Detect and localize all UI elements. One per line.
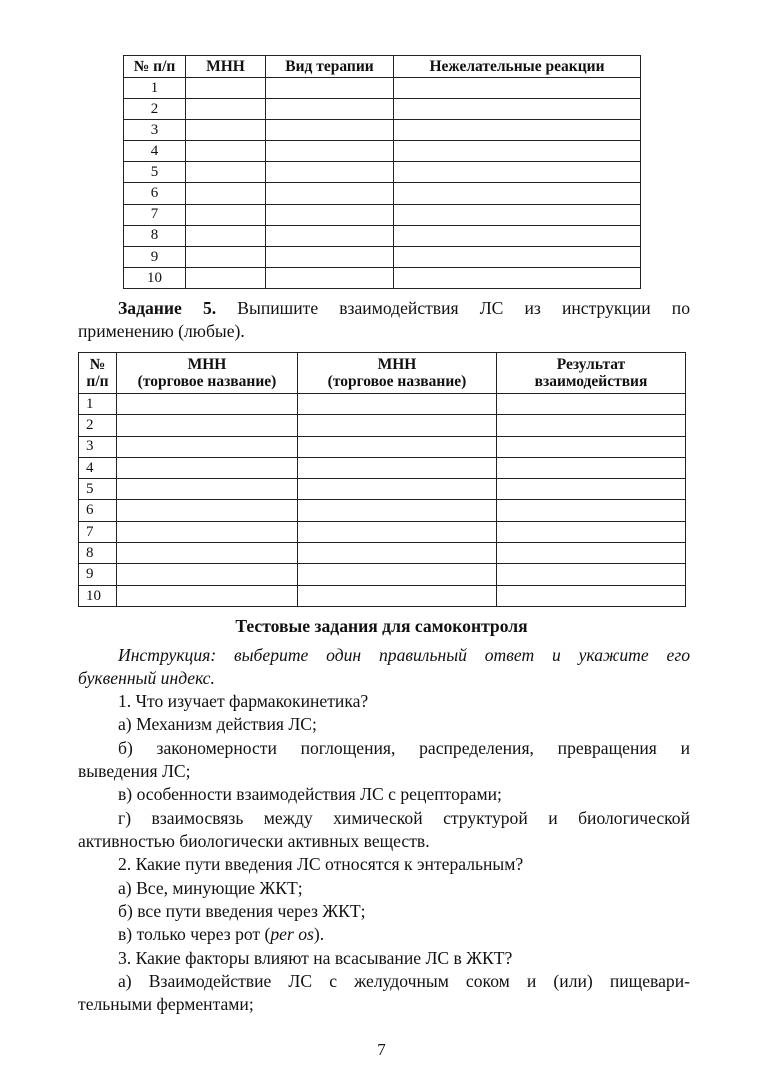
table-header-row: [79, 353, 686, 394]
row-number: 2: [79, 415, 117, 436]
empty-cell: [394, 267, 641, 288]
col-adverse-reactions-header: Нежелательные реакции: [394, 56, 641, 78]
empty-cell: [117, 436, 298, 457]
row-number: 9: [124, 246, 186, 267]
table-header-row: [124, 56, 641, 78]
empty-cell: [117, 415, 298, 436]
empty-cell: [117, 457, 298, 478]
task5-line1: [78, 297, 690, 320]
empty-cell: [117, 585, 298, 606]
interaction-table: [78, 352, 686, 607]
task5-line2: применению (любые).: [78, 321, 245, 341]
table-row: [124, 141, 641, 162]
question-2: 2. Какие пути введения ЛС относятся к энтеральным?: [118, 854, 524, 874]
empty-cell: [117, 564, 298, 585]
empty-cell: [266, 141, 394, 162]
empty-cell: [266, 99, 394, 120]
question-1-option-d: г) взаимосвязь между химической структурой и биологической: [118, 808, 690, 828]
row-number: 8: [124, 225, 186, 246]
empty-cell: [266, 225, 394, 246]
col-number-header: № п/п: [124, 56, 186, 78]
col-inn-1-header: МНН (торговое название): [117, 353, 298, 394]
empty-cell: [394, 78, 641, 99]
question-3-option-a: а) Взаимодействие ЛС с желудочным соком и (или) пищевари-: [118, 971, 690, 991]
col-inn-2-header: МНН (торговое название): [298, 353, 497, 394]
table-row: [124, 267, 641, 288]
empty-cell: [266, 204, 394, 225]
empty-cell: [117, 543, 298, 564]
empty-cell: [394, 183, 641, 204]
empty-cell: [497, 436, 686, 457]
row-number: 7: [79, 521, 117, 542]
empty-cell: [497, 585, 686, 606]
empty-cell: [298, 585, 497, 606]
table-row: [79, 415, 686, 436]
question-1-option-b-cont: выведения ЛС;: [78, 761, 191, 781]
empty-cell: [394, 225, 641, 246]
empty-cell: [117, 479, 298, 500]
empty-cell: [186, 183, 266, 204]
row-number: 4: [79, 457, 117, 478]
empty-cell: [266, 183, 394, 204]
row-number: 10: [79, 585, 117, 606]
row-number: 7: [124, 204, 186, 225]
empty-cell: [298, 521, 497, 542]
empty-cell: [394, 246, 641, 267]
empty-cell: [394, 162, 641, 183]
table-row: [79, 585, 686, 606]
empty-cell: [394, 120, 641, 141]
question-1: 1. Что изучает фармакокинетика?: [118, 691, 369, 711]
table-row: [124, 204, 641, 225]
empty-cell: [266, 267, 394, 288]
question-1-option-d-cont: активностью биологически активных веществ.: [78, 831, 430, 851]
instruction-line1: Инструкция: выберите один правильный ответ и укажите его: [118, 645, 690, 665]
table-row: [124, 99, 641, 120]
empty-cell: [298, 436, 497, 457]
table-row: [124, 120, 641, 141]
col-number-header: № п/п: [79, 353, 117, 394]
question-2-option-b: б) все пути введения через ЖКТ;: [118, 901, 366, 921]
empty-cell: [497, 521, 686, 542]
table-row: [79, 436, 686, 457]
col-inn-header: МНН: [186, 56, 266, 78]
empty-cell: [298, 564, 497, 585]
empty-cell: [497, 500, 686, 521]
empty-cell: [186, 225, 266, 246]
therapy-table: [123, 55, 641, 289]
question-1-option-a: а) Механизм действия ЛС;: [118, 714, 317, 734]
empty-cell: [117, 394, 298, 415]
empty-cell: [186, 204, 266, 225]
empty-cell: [497, 543, 686, 564]
table-row: [79, 457, 686, 478]
empty-cell: [186, 141, 266, 162]
empty-cell: [298, 394, 497, 415]
col-result-header: Результат взаимодействия: [497, 353, 686, 394]
question-1-option-c: в) особенности взаимодействия ЛС с рецепторами;: [118, 784, 502, 804]
col-therapy-type-header: Вид терапии: [266, 56, 394, 78]
empty-cell: [394, 204, 641, 225]
empty-cell: [298, 415, 497, 436]
table-row: [79, 394, 686, 415]
empty-cell: [394, 141, 641, 162]
question-3: 3. Какие факторы влияют на всасывание ЛС в ЖКТ?: [118, 948, 513, 968]
row-number: 5: [124, 162, 186, 183]
instruction-line2: буквенный индекс.: [78, 668, 215, 688]
table-row: [124, 183, 641, 204]
row-number: 9: [79, 564, 117, 585]
empty-cell: [497, 394, 686, 415]
empty-cell: [117, 521, 298, 542]
table-row: [124, 225, 641, 246]
row-number: 2: [124, 99, 186, 120]
empty-cell: [497, 457, 686, 478]
table-row: [124, 78, 641, 99]
row-number: 6: [124, 183, 186, 204]
row-number: 8: [79, 543, 117, 564]
row-number: 6: [79, 500, 117, 521]
empty-cell: [186, 78, 266, 99]
empty-cell: [186, 162, 266, 183]
question-3-option-a-cont: тельными ферментами;: [78, 994, 254, 1014]
row-number: 4: [124, 141, 186, 162]
empty-cell: [497, 564, 686, 585]
row-number: 3: [79, 436, 117, 457]
empty-cell: [117, 500, 298, 521]
table-row: [79, 564, 686, 585]
row-number: 10: [124, 267, 186, 288]
empty-cell: [497, 479, 686, 500]
empty-cell: [394, 99, 641, 120]
empty-cell: [186, 99, 266, 120]
empty-cell: [298, 457, 497, 478]
empty-cell: [186, 120, 266, 141]
table-row: [79, 500, 686, 521]
empty-cell: [186, 246, 266, 267]
empty-cell: [266, 120, 394, 141]
row-number: 1: [79, 394, 117, 415]
empty-cell: [497, 415, 686, 436]
empty-cell: [298, 500, 497, 521]
empty-cell: [266, 78, 394, 99]
empty-cell: [266, 162, 394, 183]
table-row: [124, 246, 641, 267]
empty-cell: [298, 543, 497, 564]
task5-label: Задание 5.: [118, 298, 217, 318]
task5-text: Выпишите взаимодействия ЛС из инструкции по: [237, 298, 690, 318]
table-row: [79, 479, 686, 500]
row-number: 3: [124, 120, 186, 141]
table-row: [124, 162, 641, 183]
row-number: 1: [124, 78, 186, 99]
table-row: [79, 543, 686, 564]
row-number: 5: [79, 479, 117, 500]
empty-cell: [186, 267, 266, 288]
question-2-option-c: в) только через рот (per os).: [118, 924, 325, 944]
question-1-option-b: б) закономерности поглощения, распределения, превращения и: [118, 738, 690, 758]
table-row: [79, 521, 686, 542]
page-number: 7: [377, 1040, 386, 1059]
empty-cell: [298, 479, 497, 500]
question-2-option-a: а) Все, минующие ЖКТ;: [118, 878, 303, 898]
empty-cell: [266, 246, 394, 267]
section-title: Тестовые задания для самоконтроля: [235, 616, 528, 636]
